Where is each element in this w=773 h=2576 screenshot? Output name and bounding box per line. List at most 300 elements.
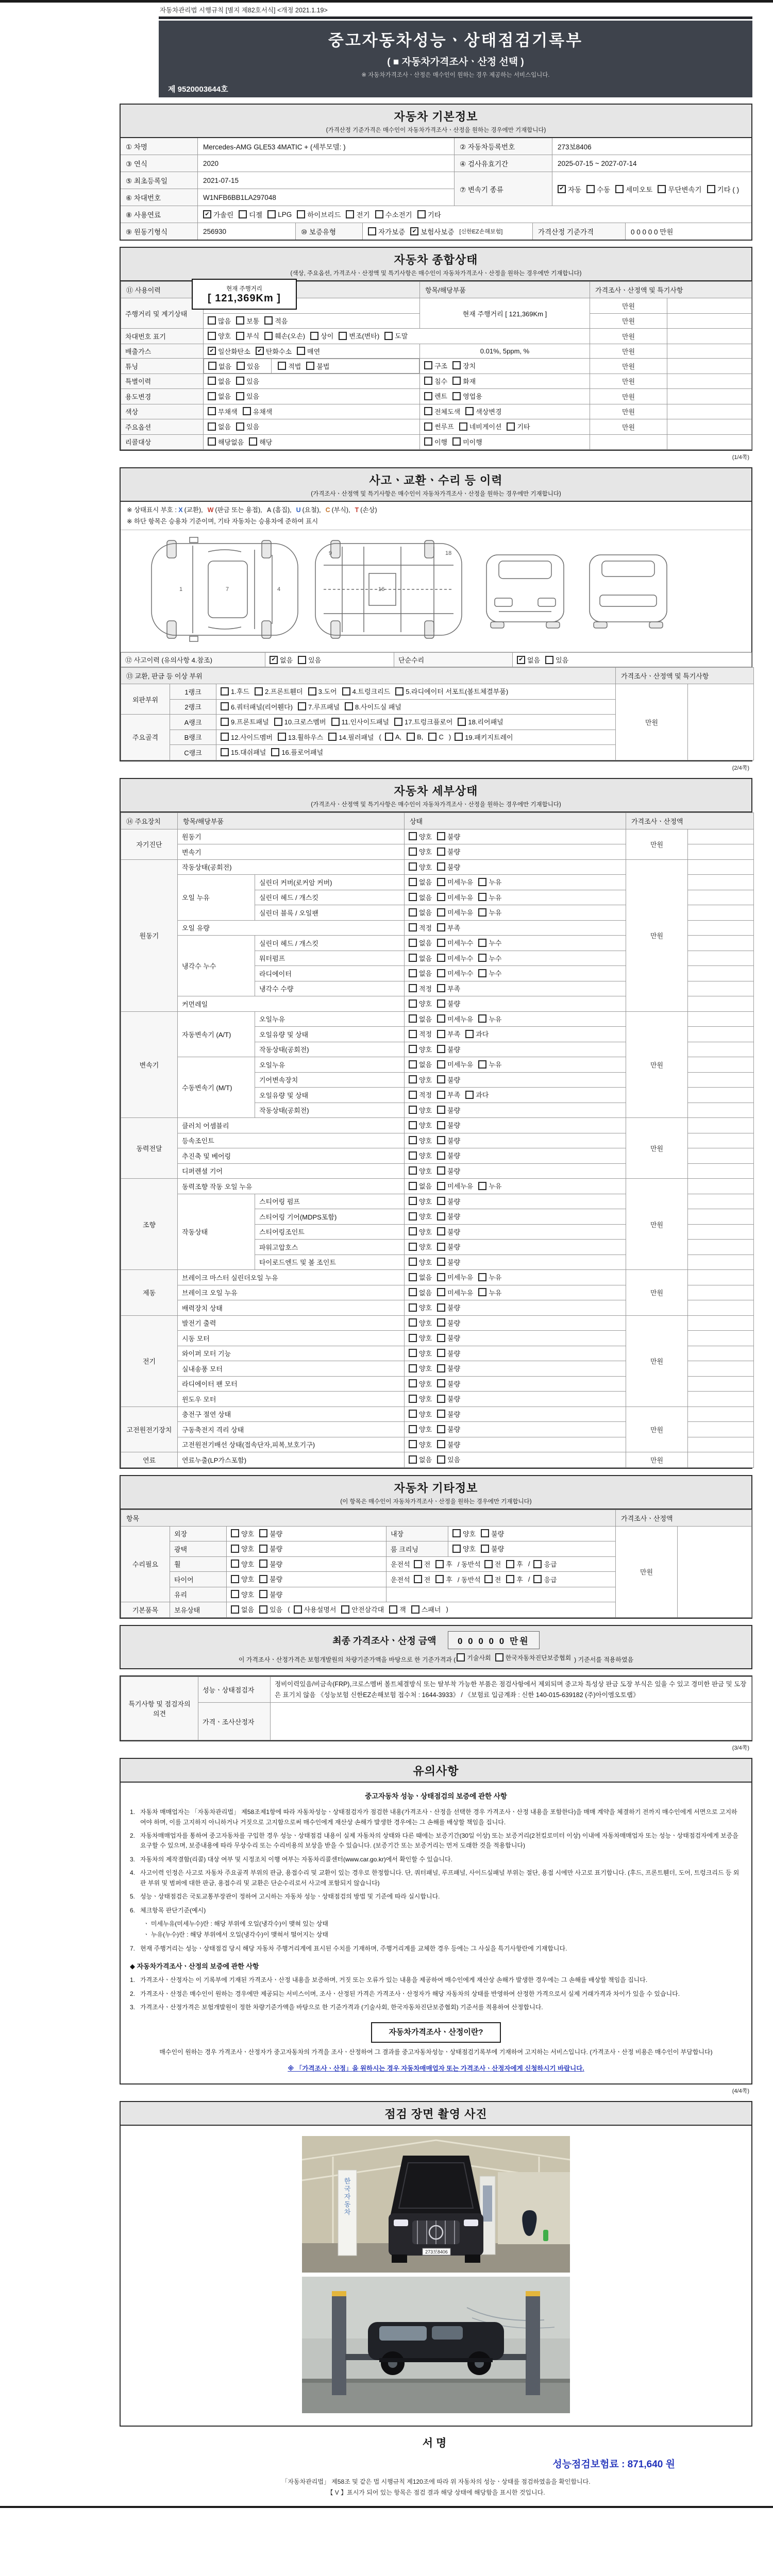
checkbox-불량[interactable] xyxy=(437,1105,460,1115)
checkbox-수동[interactable] xyxy=(586,184,610,194)
checkbox-렌트[interactable] xyxy=(424,391,447,401)
repair-state-group xyxy=(231,1589,288,1599)
checkbox-불량[interactable] xyxy=(481,1544,504,1553)
checkbox-없음[interactable] xyxy=(409,1287,432,1297)
checkbox-양호[interactable] xyxy=(409,1227,432,1236)
checkbox-불량[interactable] xyxy=(437,1257,460,1267)
checkbox-양호[interactable] xyxy=(409,1257,432,1267)
checkbox-자가보증[interactable] xyxy=(368,226,405,236)
checkbox-3.도어[interactable] xyxy=(308,686,337,696)
checkbox-양호[interactable] xyxy=(409,846,432,856)
checkbox-box xyxy=(310,332,318,340)
checkbox-label: 양호 xyxy=(419,1349,432,1358)
checkbox-양호[interactable] xyxy=(231,1574,254,1584)
checkbox-누유[interactable] xyxy=(478,1272,501,1282)
checkbox-불량[interactable] xyxy=(481,1529,504,1538)
checkbox-양호[interactable] xyxy=(231,1589,254,1599)
checkbox-불량[interactable] xyxy=(259,1574,282,1584)
checkbox-불량[interactable] xyxy=(437,862,460,872)
checkbox-있음[interactable] xyxy=(237,361,260,371)
checkbox-양호[interactable] xyxy=(231,1529,254,1538)
checkbox-매연[interactable] xyxy=(297,346,320,356)
price-appraisal-box-wrap xyxy=(130,2022,742,2043)
checkbox-도말[interactable] xyxy=(384,331,408,341)
checkbox-양호[interactable] xyxy=(409,1302,432,1312)
checkbox-적정[interactable] xyxy=(409,984,432,993)
checkbox-불량[interactable] xyxy=(437,1150,460,1160)
checkbox-일산화탄소[interactable] xyxy=(208,346,250,356)
checkbox-미세누수[interactable] xyxy=(437,968,473,978)
checkbox-15.대쉬패널[interactable] xyxy=(221,747,266,757)
checkbox-스패너[interactable] xyxy=(411,1604,441,1614)
notice-item-number: 3. xyxy=(130,1855,136,1863)
checkbox-전[interactable] xyxy=(414,1559,431,1569)
checkbox-누수[interactable] xyxy=(478,953,501,963)
price-unit-cell: 만원 xyxy=(590,298,667,314)
device-item: 실린더 헤드 / 개스킷 xyxy=(255,890,405,905)
checkbox-있음[interactable] xyxy=(437,1454,460,1464)
checkbox-양호[interactable] xyxy=(409,1075,432,1084)
checkbox-양호[interactable] xyxy=(409,1242,432,1251)
checkbox-영업용[interactable] xyxy=(452,391,482,401)
device-state-options xyxy=(405,1042,626,1057)
checkbox-기술사회[interactable] xyxy=(457,1653,491,1662)
checkbox-부족[interactable] xyxy=(437,1029,460,1039)
checkbox-훼손(오손)[interactable] xyxy=(264,331,305,341)
checkbox-후[interactable] xyxy=(435,1574,452,1584)
checkbox-13.휠하우스[interactable] xyxy=(278,732,323,742)
checkbox-양호[interactable] xyxy=(231,1559,254,1569)
checkbox-과다[interactable] xyxy=(465,1029,489,1039)
checkbox-없음[interactable] xyxy=(208,361,231,371)
checkbox-후[interactable] xyxy=(435,1559,452,1569)
checkbox-box xyxy=(278,362,286,370)
checkbox-누유[interactable] xyxy=(478,1181,501,1191)
checkbox-없음[interactable] xyxy=(409,892,432,902)
checkbox-한국자동차진단보증협회[interactable] xyxy=(495,1653,572,1662)
checkbox-box xyxy=(437,1121,445,1129)
checkbox-불량[interactable] xyxy=(437,1196,460,1206)
checkbox-box: ✔ xyxy=(517,656,525,664)
checkbox-미세누유[interactable] xyxy=(437,1287,473,1297)
checkbox-누유[interactable] xyxy=(478,1059,501,1069)
checkbox-있음[interactable] xyxy=(545,655,568,665)
checkbox-양호[interactable] xyxy=(409,862,432,872)
device-price-cell: 만원 xyxy=(626,1452,688,1468)
checkbox-미세누유[interactable] xyxy=(437,1059,473,1069)
checkbox-양호[interactable] xyxy=(409,1439,432,1449)
checkbox-전기[interactable] xyxy=(346,209,369,219)
checkbox-없음[interactable] xyxy=(409,877,432,887)
checkbox-label: 불량 xyxy=(447,1319,461,1327)
checkbox-자동[interactable] xyxy=(558,184,581,194)
svg-text:1: 1 xyxy=(179,586,183,592)
checkbox-양호[interactable] xyxy=(231,1544,254,1553)
checkbox-잭[interactable] xyxy=(389,1604,406,1614)
checkbox-없음[interactable] xyxy=(231,1604,254,1614)
checkbox-기타[interactable] xyxy=(417,209,441,219)
checkbox-불량[interactable] xyxy=(437,1166,460,1176)
color-state-options xyxy=(204,404,420,419)
checkbox-10.크로스멤버[interactable] xyxy=(274,717,326,726)
device-state-group xyxy=(409,1044,465,1054)
checkbox-label: 18.리어패널 xyxy=(468,718,503,726)
checkbox-6.쿼터패널(리어휀다)[interactable] xyxy=(221,702,293,711)
checkbox-전[interactable] xyxy=(484,1559,501,1569)
checkbox-box xyxy=(345,702,353,710)
fuel-label: ⑧ 사용연료 xyxy=(121,206,198,223)
checkbox-box xyxy=(259,1529,267,1537)
checkbox-적정[interactable] xyxy=(409,1090,432,1099)
checkbox-label: 양호 xyxy=(419,1243,432,1251)
checkbox-응급[interactable] xyxy=(533,1559,557,1569)
checkbox-없음[interactable] xyxy=(409,1454,432,1464)
checkbox-없음[interactable] xyxy=(208,421,231,431)
checkbox-부식[interactable] xyxy=(236,331,259,341)
checkbox-11.인사이드패널[interactable] xyxy=(331,717,389,726)
mileage-popup-value: [ 121,369Km ] xyxy=(208,292,281,304)
checkbox-A,[interactable] xyxy=(385,733,401,741)
checkbox-응급[interactable] xyxy=(533,1574,557,1584)
device-state-options xyxy=(405,1346,626,1361)
checkbox-불량[interactable] xyxy=(437,1424,460,1434)
checkbox-불량[interactable] xyxy=(259,1529,282,1538)
checkbox-누유[interactable] xyxy=(478,907,501,917)
checkbox-사용설명서[interactable] xyxy=(294,1604,337,1614)
checkbox-label: 후 xyxy=(446,1575,452,1584)
checkbox-양호[interactable] xyxy=(452,1544,476,1553)
checkbox-불량[interactable] xyxy=(437,1242,460,1251)
checkbox-누수[interactable] xyxy=(478,968,501,978)
checkbox-보통[interactable] xyxy=(236,316,259,326)
checkbox-적정[interactable] xyxy=(409,1029,432,1039)
checkbox-기타[interactable] xyxy=(507,421,530,431)
checkbox-누유[interactable] xyxy=(478,1014,501,1024)
checkbox-장치[interactable] xyxy=(452,361,476,370)
checkbox-label: 렌트 xyxy=(434,393,448,400)
checkbox-전[interactable] xyxy=(484,1574,501,1584)
checkbox-미세누수[interactable] xyxy=(437,938,473,947)
checkbox-box xyxy=(437,1151,445,1160)
checkbox-불량[interactable] xyxy=(259,1544,282,1553)
simple-repair-label: 단순수리 xyxy=(394,653,513,667)
panel-rank-table xyxy=(121,667,751,760)
device-item: 클러치 어셈블리 xyxy=(178,1118,405,1133)
device-note-cell xyxy=(688,920,754,936)
checkbox-없음[interactable] xyxy=(409,1181,432,1191)
checkbox-B,[interactable] xyxy=(407,733,423,741)
checkbox-탄화수소[interactable] xyxy=(256,346,292,356)
checkbox-미이행[interactable] xyxy=(452,437,482,447)
device-price-cell: 만원 xyxy=(626,859,688,1011)
checkbox-불량[interactable] xyxy=(437,1302,460,1312)
device-state-group xyxy=(409,1105,465,1115)
checkbox-box xyxy=(437,1136,445,1144)
checkbox-누유[interactable] xyxy=(478,892,501,902)
checkbox-적법[interactable] xyxy=(278,361,301,371)
checkbox-label: 양호 xyxy=(419,848,432,856)
checkbox-보험사보증[interactable] xyxy=(410,226,454,236)
svg-text:9: 9 xyxy=(329,550,332,556)
checkbox-이행[interactable] xyxy=(424,437,447,447)
checkbox-유채색[interactable] xyxy=(243,406,273,416)
checkbox-label: 미세누수 xyxy=(447,939,474,947)
rank-items xyxy=(216,699,616,715)
checkbox-수소전기[interactable] xyxy=(375,209,412,219)
checkbox-양호[interactable] xyxy=(409,1166,432,1176)
checkbox-box xyxy=(459,422,467,431)
checkbox-해당[interactable] xyxy=(249,437,272,447)
checkbox-없음[interactable] xyxy=(409,1272,432,1282)
checkbox-없음[interactable] xyxy=(517,655,540,665)
checkbox-양호[interactable] xyxy=(409,1379,432,1388)
checkbox-양호[interactable] xyxy=(409,1196,432,1206)
checkbox-19.패키지트레이[interactable] xyxy=(455,732,513,742)
checkbox-불량[interactable] xyxy=(437,1379,460,1388)
checkbox-불량[interactable] xyxy=(437,1409,460,1419)
checkbox-box xyxy=(208,392,216,400)
checkbox-7.루프패널[interactable] xyxy=(298,702,340,711)
checkbox-부족[interactable] xyxy=(437,984,460,993)
checkbox-label: 양호 xyxy=(463,1530,476,1538)
checkbox-전체도색[interactable] xyxy=(424,406,460,416)
checkbox-label: 있음 xyxy=(246,423,260,431)
checkbox-적정[interactable] xyxy=(409,923,432,933)
checkbox-불량[interactable] xyxy=(437,1394,460,1403)
checkbox-양호[interactable] xyxy=(409,1120,432,1130)
checkbox-양호[interactable] xyxy=(208,331,231,341)
checkbox-미세누유[interactable] xyxy=(437,1014,473,1024)
checkbox-양호[interactable] xyxy=(409,998,432,1008)
checkbox-불량[interactable] xyxy=(259,1559,282,1569)
checkbox-box xyxy=(375,210,383,218)
checkbox-많음[interactable] xyxy=(208,316,231,326)
checkbox-전[interactable] xyxy=(414,1574,431,1584)
legend-desc: (부식), xyxy=(331,506,350,514)
checkbox-양호[interactable] xyxy=(452,1529,476,1538)
checkbox-불량[interactable] xyxy=(437,846,460,856)
special-note-cell xyxy=(667,344,752,358)
opinion-label: 특기사항 및 점검자의 의견 xyxy=(121,1677,198,1740)
checkbox-불법[interactable] xyxy=(306,361,329,371)
checkbox-box: ✔ xyxy=(256,347,264,355)
checkbox-box xyxy=(506,1560,514,1568)
checkbox-양호[interactable] xyxy=(409,1348,432,1358)
checkbox-있음[interactable] xyxy=(298,655,321,665)
checkbox-1.후드[interactable] xyxy=(221,686,249,696)
checkbox-16.플로어패널[interactable] xyxy=(271,747,323,757)
checkbox-4.트렁크리드[interactable] xyxy=(342,686,391,696)
checkbox-없음[interactable] xyxy=(409,953,432,963)
checkbox-세미오토[interactable] xyxy=(615,184,652,194)
checkbox-무채색[interactable] xyxy=(208,406,238,416)
checkbox-불량[interactable] xyxy=(437,1363,460,1373)
checkbox-불량[interactable] xyxy=(437,1136,460,1145)
checkbox-양호[interactable] xyxy=(409,1424,432,1434)
checkbox-불량[interactable] xyxy=(437,832,460,841)
checkbox-양호[interactable] xyxy=(409,1136,432,1145)
checkbox-화재[interactable] xyxy=(452,376,476,386)
checkbox-불량[interactable] xyxy=(437,1439,460,1449)
checkbox-양호[interactable] xyxy=(409,1105,432,1115)
color-state-group xyxy=(208,406,277,416)
checkbox-불량[interactable] xyxy=(437,1075,460,1084)
device-price-cell: 만원 xyxy=(626,1118,688,1179)
checkbox-양호[interactable] xyxy=(409,1318,432,1328)
checkbox-안전삼각대[interactable] xyxy=(341,1604,384,1614)
checkbox-불량[interactable] xyxy=(437,1318,460,1328)
checkbox-label: 없음 xyxy=(419,954,432,962)
checkbox-가솔린[interactable] xyxy=(203,209,233,219)
checkbox-있음[interactable] xyxy=(236,376,259,386)
checkbox-5.라디에이터 서포트(볼트체결부품)[interactable] xyxy=(395,686,508,696)
checkbox-미세누유[interactable] xyxy=(437,892,473,902)
checkbox-양호[interactable] xyxy=(409,1044,432,1054)
checkbox-디젤[interactable] xyxy=(239,209,262,219)
checkbox-label: 양호 xyxy=(419,1440,432,1449)
checkbox-무단변속기[interactable] xyxy=(658,184,701,194)
emission-values: 0.01%, 5ppm, % xyxy=(420,344,590,358)
checkbox-미세누유[interactable] xyxy=(437,907,473,917)
device-state-group xyxy=(409,1014,507,1024)
checkbox-box xyxy=(271,748,279,756)
checkbox-부족[interactable] xyxy=(437,923,460,933)
checkbox-변조(변타)[interactable] xyxy=(339,331,379,341)
checkbox-9.프론트패널[interactable] xyxy=(221,717,269,726)
checkbox-미세누수[interactable] xyxy=(437,953,473,963)
checkbox-label: 없음 xyxy=(527,656,541,664)
checkbox-12.사이드멤버[interactable] xyxy=(221,732,273,742)
checkbox-없음[interactable] xyxy=(409,1059,432,1069)
checkbox-있음[interactable] xyxy=(236,391,259,401)
checkbox-양호[interactable] xyxy=(409,1363,432,1373)
device-item: 작동상태(공회전) xyxy=(255,1042,405,1057)
device-item: 실린더 헤드 / 개스킷 xyxy=(255,936,405,951)
basic-info-title: 자동차 기본정보 xyxy=(394,110,478,123)
checkbox-없음[interactable] xyxy=(409,1014,432,1024)
checkbox-label: 미세누유 xyxy=(447,1061,474,1069)
checkbox-label: 불량 xyxy=(447,1258,461,1266)
checkbox-구조[interactable] xyxy=(424,361,447,370)
checkbox-없음[interactable] xyxy=(409,938,432,947)
checkbox-불량[interactable] xyxy=(437,1044,460,1054)
checkbox-불량[interactable] xyxy=(437,1120,460,1130)
basic-row-name xyxy=(121,138,751,155)
checkbox-2.프론트휀더[interactable] xyxy=(255,686,303,696)
checkbox-label: 2.프론트휀더 xyxy=(264,688,303,696)
device-item: 브레이크 마스터 실린더오일 누유 xyxy=(178,1270,405,1285)
checkbox-LPG[interactable] xyxy=(267,210,292,218)
rank-label: B랭크 xyxy=(170,730,216,745)
checkbox-하이브리드[interactable] xyxy=(297,209,341,219)
checkbox-상이[interactable] xyxy=(310,331,333,341)
checkbox-불량[interactable] xyxy=(259,1589,282,1599)
checkbox-누유[interactable] xyxy=(478,1287,501,1297)
checkbox-14.필러패널[interactable] xyxy=(328,732,374,742)
usage-change-item-group xyxy=(424,391,488,401)
checkbox-불량[interactable] xyxy=(437,1227,460,1236)
device-note-cell xyxy=(688,875,754,890)
checkbox-없음[interactable] xyxy=(409,968,432,978)
checkbox-box xyxy=(495,1653,503,1662)
checkbox-불량[interactable] xyxy=(437,998,460,1008)
basic-items-group-cb xyxy=(231,1604,452,1614)
checkbox-양호[interactable] xyxy=(409,1394,432,1403)
checkbox-label: 불량 xyxy=(447,1000,461,1008)
panel-note-cell xyxy=(688,684,754,760)
checkbox-양호[interactable] xyxy=(409,1150,432,1160)
device-item: 커먼레일 xyxy=(178,996,405,1012)
checkbox-C[interactable] xyxy=(428,733,443,741)
device-state-options xyxy=(405,1057,626,1073)
checkbox-17.트렁크플로어[interactable] xyxy=(394,717,452,726)
checkbox-label: 7.루프패널 xyxy=(308,703,340,711)
checkbox-없음[interactable] xyxy=(409,907,432,917)
detail-state-banner xyxy=(121,779,751,812)
checkbox-침수[interactable] xyxy=(424,376,447,386)
checkbox-기타 ( )[interactable] xyxy=(707,184,740,194)
recall-done-group xyxy=(424,437,488,447)
repair-state2-options xyxy=(448,1526,616,1541)
checkbox-불량[interactable] xyxy=(437,1333,460,1343)
checkbox-있음[interactable] xyxy=(259,1604,282,1614)
device-state-options xyxy=(405,890,626,905)
checkbox-label: 없음 xyxy=(419,1274,432,1281)
checkbox-8.사이드실 패널[interactable] xyxy=(345,702,401,711)
checkbox-적음[interactable] xyxy=(264,316,288,326)
checkbox-label: 색상변경 xyxy=(476,408,502,416)
checkbox-양호[interactable] xyxy=(409,832,432,841)
checkbox-box xyxy=(409,1106,417,1114)
checkbox-부족[interactable] xyxy=(437,1090,460,1099)
checkbox-미세누유[interactable] xyxy=(437,877,473,887)
device-item: 배력장치 상태 xyxy=(178,1300,405,1316)
checkbox-누유[interactable] xyxy=(478,877,501,887)
price-appraisal-blue-note: ※ 「가격조사ㆍ산정」을 원하시는 경우 자동차매매업자 또는 가격조사ㆍ산정자에게 신청하시기 바랍니다. xyxy=(288,2065,584,2073)
checkbox-미세누유[interactable] xyxy=(437,1272,473,1282)
checkbox-없음[interactable] xyxy=(270,655,293,665)
checkbox-양호[interactable] xyxy=(409,1211,432,1221)
checkbox-label: 누유 xyxy=(489,893,502,902)
notice-item-text: 자동차의 제작결함(리콜) 대상 여부 및 시정조치 이행 여부는 자동차리콜센터(www.car.go.kr)에서 확인할 수 있습니다. xyxy=(140,1855,452,1863)
checkbox-후[interactable] xyxy=(506,1559,523,1569)
checkbox-후[interactable] xyxy=(506,1574,523,1584)
checkbox-양호[interactable] xyxy=(409,1409,432,1419)
checkbox-해당없음[interactable] xyxy=(208,437,244,447)
checkbox-없음[interactable] xyxy=(208,376,231,386)
checkbox-있음[interactable] xyxy=(236,421,259,431)
checkbox-불량[interactable] xyxy=(437,1348,460,1358)
checkbox-box xyxy=(236,332,244,340)
car-name-value: Mercedes-AMG GLE53 4MATIC + (세부모델: ) xyxy=(198,138,455,155)
checkbox-미세누유[interactable] xyxy=(437,1181,473,1191)
checkbox-18.리어패널[interactable] xyxy=(458,717,503,726)
checkbox-누수[interactable] xyxy=(478,938,501,947)
checkbox-네비게이션[interactable] xyxy=(459,421,502,431)
checkbox-불량[interactable] xyxy=(437,1211,460,1221)
checkbox-양호[interactable] xyxy=(409,1333,432,1343)
checkbox-box xyxy=(465,407,474,415)
basic-subrow-firstreg xyxy=(121,172,455,189)
checkbox-label: 양호 xyxy=(419,1106,432,1114)
checkbox-label: 6.쿼터패널(리어휀다) xyxy=(231,703,293,711)
special-history-item-options xyxy=(420,374,590,389)
checkbox-없음[interactable] xyxy=(208,391,231,401)
checkbox-썬루프[interactable] xyxy=(424,421,454,431)
checkbox-색상변경[interactable] xyxy=(465,406,501,416)
checkbox-과다[interactable] xyxy=(465,1090,489,1099)
device-state-options xyxy=(405,859,626,875)
